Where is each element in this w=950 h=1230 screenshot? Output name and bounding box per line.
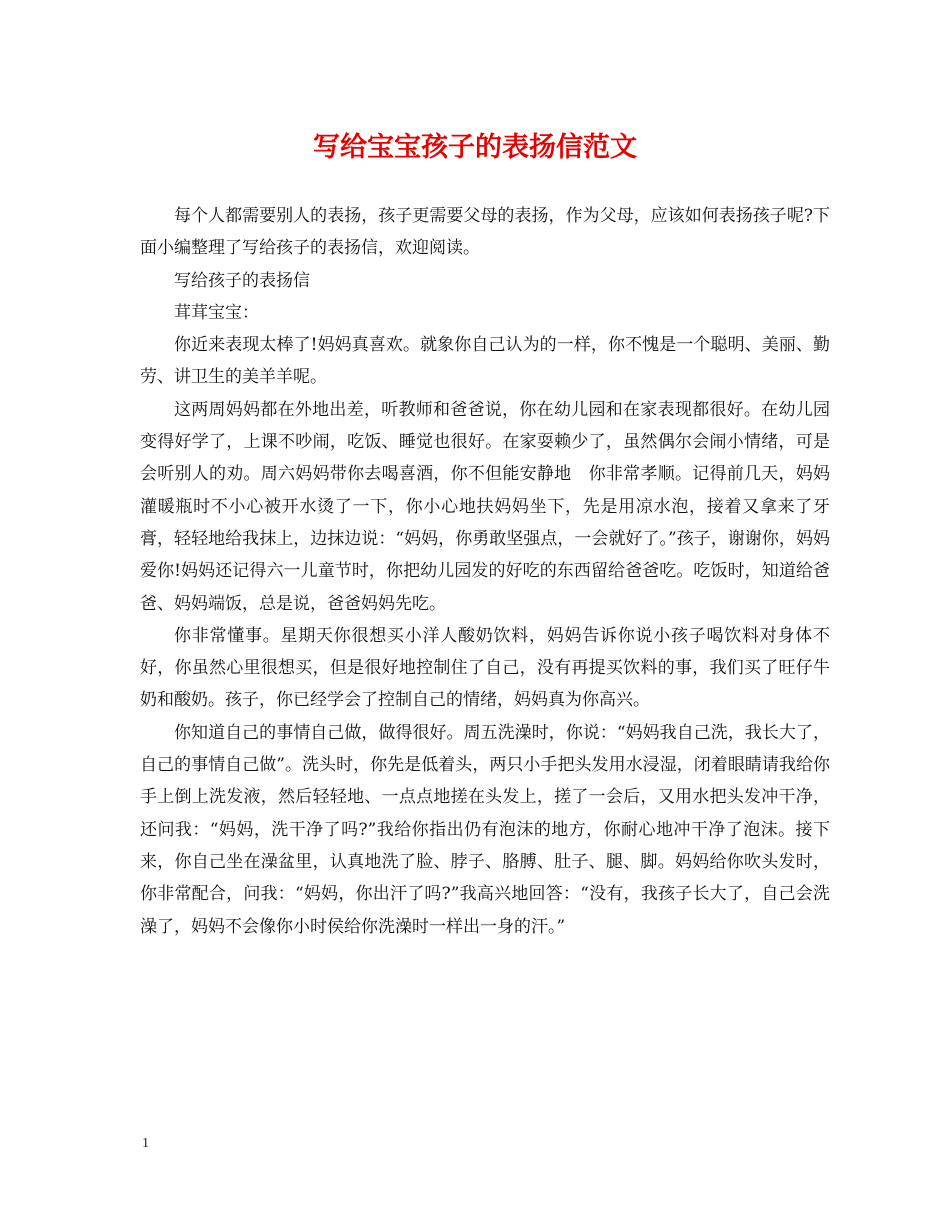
paragraph-self-care: 你知道自己的事情自己做，做得很好。周五洗澡时，你说：“妈妈我自己洗，我长大了，自己的事情自己做”。洗头时，你先是低着头，两只小手把头发用水浸湿，闭着眼睛请我给你手上倒上洗发液，然后轻轻地、一点点地搓在头发上，搓了一会后，又用水把头发冲干净，还问我：“妈妈，洗干净了吗?”我给你指出仍有泡沫的地方，你耐心地冲干净了泡沫。接下来，你自己坐在澡盆里，认真地洗了脸、脖子、胳膊、肚子、腿、脚。妈妈给你吹头发时，你非常配合，问我：“妈妈，你出汗了吗?”我高兴地回答：“没有，我孩子长大了，自己会洗澡了，妈妈不会像你小时侯给你洗澡时一样出一身的汗。” [140, 722, 830, 937]
paragraph-letter-heading: 写给孩子的表扬信 [174, 270, 310, 291]
document-title: 写给宝宝孩子的表扬信范文 [313, 132, 637, 163]
paragraph-praise: 你近来表现太棒了!妈妈真喜欢。就象你自己认为的一样，你不愧是一个聪明、美丽、勤劳、讲卫生的美羊羊呢。 [140, 335, 830, 388]
paragraph-self-control: 你非常懂事。星期天你很想买小洋人酸奶饮料，妈妈告诉你说小孩子喝饮料对身体不好，你虽然心里很想买，但是很好地控制住了自己，没有再提买饮料的事，我们买了旺仔牛奶和酸奶。孩子，你已经学会了控制自己的情绪，妈妈真为你高兴。 [140, 625, 830, 711]
page-number: 1 [142, 1136, 149, 1151]
paragraph-behavior: 这两周妈妈都在外地出差，听教师和爸爸说，你在幼儿园和在家表现都很好。在幼儿园变得好学了，上课不吵闹，吃饭、睡觉也很好。在家耍赖少了，虽然偶尔会闹小情绪，可是会听别人的劝。周六妈妈带你去喝喜酒，你不但能安静地 你非常孝顺。记得前几天，妈妈灌暖瓶时不小心被开水烫了一下，你小心地扶妈妈坐下，先是用凉水泡，接着又拿来了牙膏，轻轻地给我抹上，边抹边说：“妈妈，你勇敢坚强点，一会就好了。”孩子，谢谢你，妈妈爱你!妈妈还记得六一儿童节时，你把幼儿园发的好吃的东西留给爸爸吃。吃饭时，知道给爸爸、妈妈端饭，总是说，爸爸妈妈先吃。 [140, 399, 830, 614]
paragraph-intro: 每个人都需要别人的表扬，孩子更需要父母的表扬，作为父母，应该如何表扬孩子呢?下面小编整理了写给孩子的表扬信，欢迎阅读。 [140, 206, 830, 259]
paragraph-salutation: 茸茸宝宝： [174, 302, 259, 323]
document-body [140, 200, 830, 943]
